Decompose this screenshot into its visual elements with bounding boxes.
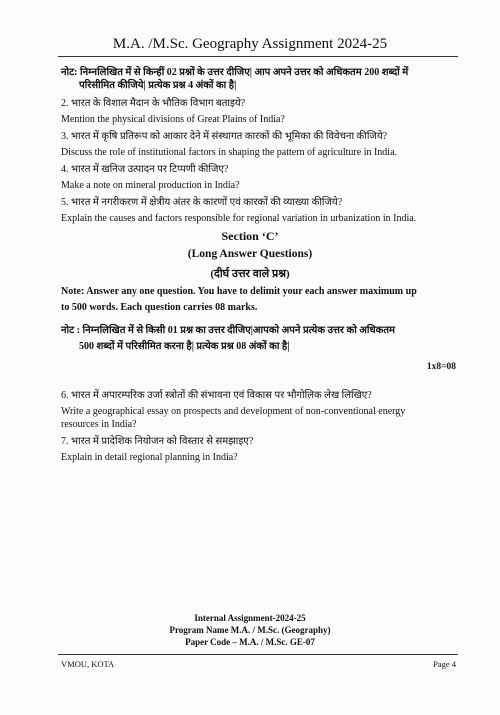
footer-program-name: Program Name M.A. / M.Sc. (Geography)	[169, 625, 331, 635]
footer-paper-code: Paper Code – M.A. / M.Sc. GE-07	[185, 637, 315, 647]
section-b-note-line2: परिसीमित कीजिये| प्रत्येक प्रश्न 4 अंकों का है|	[79, 80, 237, 91]
question-5	[61, 196, 456, 225]
question-4	[61, 163, 456, 192]
section-c-note-english-line2: to 500 words. Each question carries 08 marks.	[61, 302, 258, 313]
question-5-english: Explain the causes and factors responsible for regional variation in urbanization in India.	[61, 213, 417, 224]
question-3-hindi: 3. भारत में कृषि प्रतिरूप को आकार देने में संस्थागत कारकों की भूमिका की विवेचना कीजिये?	[61, 131, 388, 142]
footer-university: VMOU, KOTA	[61, 659, 115, 669]
section-b-note	[61, 66, 456, 92]
section-c-marks: 1x8=08	[426, 362, 456, 372]
section-c-subtitle-hindi: (दीर्घ उत्तर वाले प्रश्न)	[210, 268, 290, 280]
section-c-note-english	[61, 284, 456, 316]
question-2	[61, 97, 456, 126]
footer-info	[0, 612, 500, 648]
question-6-hindi: 6. भारत में अपारम्परिक उर्जा स्त्रोतों की संभावना एवं विकास पर भौगोलिक लेख लिखिए?	[61, 390, 372, 401]
section-c-note-hindi	[61, 323, 456, 355]
footer-divider	[58, 654, 458, 655]
question-7-hindi: 7. भारत में प्रादेशिक नियोजन को विस्तार से समझाइए?	[61, 436, 254, 447]
footer-page-number: Page 4	[433, 659, 456, 669]
question-5-hindi: 5. भारत में नगरीकरण में क्षेत्रीय अंतर के कारणों एवं कारकों की व्याख्या कीजिये?	[61, 197, 343, 208]
section-b-note-line1: नोट: निम्नलिखित में से किन्हीं 02 प्रश्नों के उत्तर दीजिए| आप अपने उत्तर को अधिकतम 200 शब्दों में	[61, 67, 409, 78]
question-6-english-line1: Write a geographical essay on prospects and development of non-conventional energy	[61, 406, 406, 417]
section-c-title: Section ‘C’	[221, 229, 279, 243]
question-4-hindi: 4. भारत में खनिज उत्पादन पर टिप्पणी कीजिए?	[61, 164, 229, 175]
section-c-note-hindi-line1: नोट : निम्नलिखित में से किसी 01 प्रश्न का उत्तर दीजिए|आपको अपने प्रत्येक उत्तर को अधिकतम	[61, 325, 396, 336]
question-6	[61, 389, 456, 431]
question-3-english: Discuss the role of institutional factors in shaping the pattern of agriculture in India.	[61, 147, 398, 158]
section-c-note-hindi-line2: 500 शब्दों में परिसीमित करना है| प्रत्येक प्रश्न 08 अंकों का है|	[79, 341, 290, 352]
question-2-hindi: 2. भारत के विशाल मैदान के भौतिक विभाग बताइये?	[61, 98, 246, 109]
question-7-english: Explain in detail regional planning in India?	[61, 452, 238, 463]
section-c-subtitle-english: (Long Answer Questions)	[187, 248, 313, 260]
header-divider	[58, 56, 458, 57]
footer-assignment: Internal Assignment-2024-25	[194, 613, 306, 623]
question-4-english: Make a note on mineral production in India?	[61, 180, 240, 191]
page-header-title: M.A. /M.Sc. Geography Assignment 2024-25	[112, 36, 388, 52]
question-7	[61, 435, 456, 464]
question-2-english: Mention the physical divisions of Great Plains of India?	[61, 114, 285, 125]
section-c-note-english-line1: Note: Answer any one question. You have to delimit your each answer maximum up	[61, 286, 417, 297]
question-3	[61, 130, 456, 159]
question-6-english-line2: resources in India?	[61, 419, 137, 430]
